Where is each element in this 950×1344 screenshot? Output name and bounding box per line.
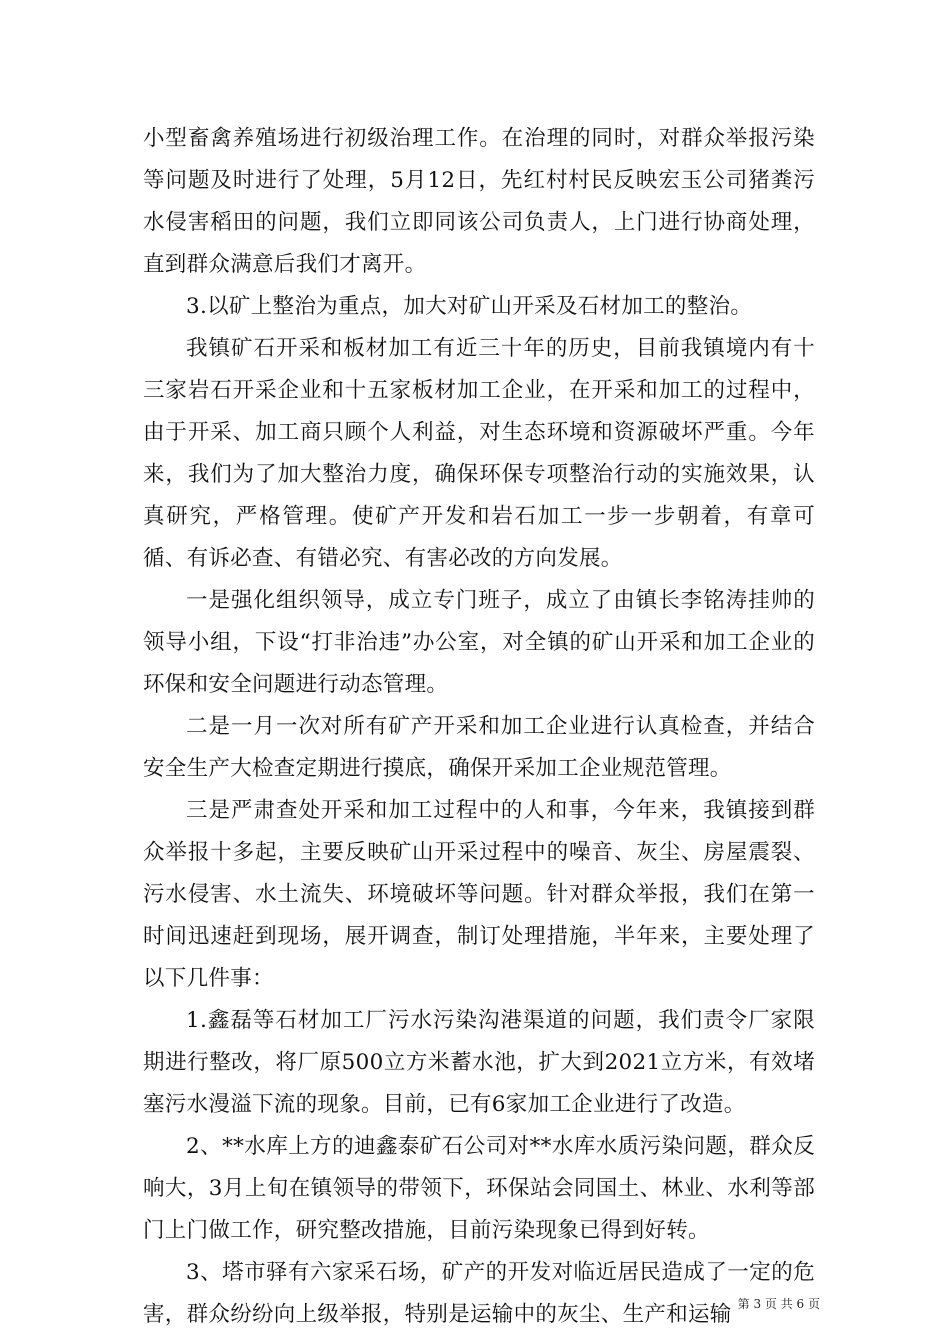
paragraph-1: 小型畜禽养殖场进行初级治理工作。在治理的同时，对群众举报污染等问题及时进行了处理，5月12日，先红村村民反映宏玉公司猪粪污水侵害稻田的问题，我们立即同该公司负责人，上门进行协商处理，直到群众满意后我们才离开。 xyxy=(143,126,815,277)
paragraph-7: 1.鑫磊等石材加工厂污水污染沟港渠道的问题，我们责令厂家限期进行整改，将厂原500立方米蓄水池，扩大到2021立方米，有效堵塞污水漫溢下流的现象。目前，已有6家加工企业进行了改造。 xyxy=(143,1008,815,1117)
paragraph-9: 3、塔市驿有六家采石场，矿产的开发对临近居民造成了一定的危害，群众纷纷向上级举报，特别是运输中的灰尘、生产和运输 xyxy=(143,1260,815,1327)
paragraph-6: 三是严肃查处开采和加工过程中的人和事，今年来，我镇接到群众举报十多起，主要反映矿山开采过程中的噪音、灰尘、房屋震裂、污水侵害、水土流失、环境破坏等问题。针对群众举报，我们在第一时间迅速赶到现场，展开调查，制订处理措施，半年来，主要处理了以下几件事： xyxy=(143,798,815,991)
document-body xyxy=(143,118,815,1336)
paragraph-5: 二是一月一次对所有矿产开采和加工企业进行认真检查，并结合安全生产大检查定期进行摸底，确保开采加工企业规范管理。 xyxy=(143,714,815,781)
paragraph-8: 2、**水库上方的迪鑫泰矿石公司对**水库水质污染问题，群众反响大，3月上旬在镇领导的带领下，环保站会同国土、林业、水利等部门上门做工作，研究整改措施，目前污染现象已得到好转。 xyxy=(143,1134,815,1243)
paragraph-3: 我镇矿石开采和板材加工有近三十年的历史，目前我镇境内有十三家岩石开采企业和十五家板材加工企业，在开采和加工的过程中，由于开采、加工商只顾个人利益，对生态环境和资源破坏严重。今年来，我们为了加大整治力度，确保环保专项整治行动的实施效果，认真研究，严格管理。使矿产开发和岩石加工一步一步朝着，有章可循、有诉必查、有错必究、有害必改的方向发展。 xyxy=(143,336,815,571)
paragraph-4: 一是强化组织领导，成立专门班子，成立了由镇长李铭涛挂帅的领导小组，下设“打非治违”办公室，对全镇的矿山开采和加工企业的环保和安全问题进行动态管理。 xyxy=(143,588,815,697)
page-number: 第 3 页 共 6 页 xyxy=(737,1297,820,1311)
paragraph-2: 3.以矿上整治为重点，加大对矿山开采及石材加工的整治。 xyxy=(186,294,753,319)
